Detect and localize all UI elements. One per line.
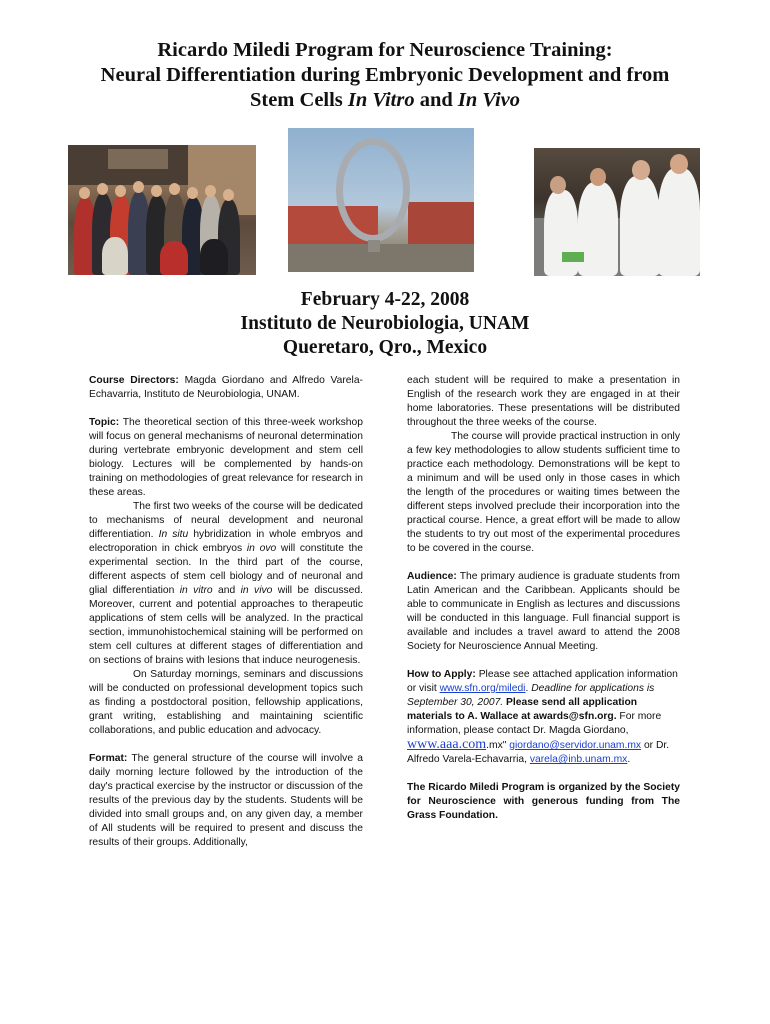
practical-paragraph: The course will provide practical instruction in only a few key methodologies to allow students sufficient time to practice each methodology. Demonstrations will be kept to a minimum and will be used only in those cases in which the length of the procedures or waiting times between the different steps involved preclude their incorporation into the practical course. Hence, a great effort will be made to allow the students to try out most of the experimental procedures to be covered in the course. [407,431,680,554]
format-paragraph: Format: The general structure of the course will involve a daily morning lecture followed by the introduction of the day's practical exercise by the instructor or discussion of the results of the previous day by the students. Students will be divided into small groups and, on any given day, a member of All students will be required to present and discuss the results of their groups. Additionally, [89,753,363,848]
title-line-3: Stem Cells In Vitro and In Vivo [249,89,520,111]
saturday-paragraph: On Saturday mornings, seminars and discussions will be conducted on professional development topics such as finding a postdoctoral position, fellowship applications, grant writing, establishing and maintaining scientific collaborations, and public education and advocacy. [89,669,363,736]
course-directors: Course Directors: Magda Giordano and Alfredo Varela-Echavarria, Instituto de Neurobiologia, UNAM. [89,375,363,400]
left-column [89,374,363,850]
sfn-miledi-link[interactable]: www.sfn.org/miledi [439,683,526,694]
send-materials-text: Please send all application materials to A. Wallace at awards@sfn.org. [407,697,638,722]
event-info [40,288,730,360]
aaa-link[interactable]: www.aaa.com [407,737,487,752]
organized-by-paragraph: The Ricardo Miledi Program is organized by the Society for Neuroscience with generous funding from The Grass Foundation. [407,782,680,821]
topic-paragraph: Topic: The theoretical section of this three-week workshop will focus on general mechanisms of neuronal determination during vertebrate embryonic development and stem cell biology. Lectures will be complemented by hands-on training on methodologies of great relevance for research in these areas. [89,417,363,498]
ring-sculpture-photo [288,128,474,272]
presentation-paragraph: each student will be required to make a presentation in English of the research work they are engaged in at their home laboratories. These presentations will be distributed throughout the three weeks of the course. [407,375,680,428]
audience-paragraph: Audience: The primary audience is graduate students from Latin American and the Caribbean. Applicants should be able to communicate in English as lectures and discussions will be conducted in this language. Full financial support is available and includes a travel award to attend the 2008 Society for Neuroscience Annual Meeting. [407,571,680,652]
title-line-2: Neural Differentiation during Embryonic Development and from [100,64,670,86]
title-line-1: Ricardo Miledi Program for Neuroscience Training: [157,39,613,61]
weeks-paragraph: The first two weeks of the course will be dedicated to mechanisms of neural development and neuronal differentiation. In situ hybridization in whole embryos and electroporation in chick embryos in ovo will constitute the experimental section. In the third part of the course, different aspects of stem cell biology and of neuronal and glial differentiation in vitro and in vivo will be discussed. Moreover, current and potential approaches to therapeutic applications of stem cells will be analyzed. In the practical section, immunohistochemical staining will be performed on stem cell cultures at different stages of differentiation and on sections of brains with lesions that induce neurogenesis. [89,501,363,666]
deadline-text: Deadline for applications is September 30, 2007. [407,683,655,708]
event-institute: Instituto de Neurobiologia, UNAM [240,313,530,334]
apply-paragraph: How to Apply: Please see attached application information or visit www.sfn.org/miledi. Deadline for applications is September 30, 2007. Please send all application materials to A. Wallace at awards@sfn.org. For more information, please contact Dr. Magda Giordano, www.aaa.com.mx" giordano@servidor.unam.mx or Dr. Alfredo Varela-Echavarria, varela@inb.unam.mx. [407,669,678,765]
varela-email-link[interactable]: varela@inb.unam.mx [529,754,628,765]
page-title [40,38,730,113]
group-photo [68,145,256,275]
giordano-email-link[interactable]: giordano@servidor.unam.mx [509,740,642,751]
event-location: Queretaro, Qro., Mexico [282,337,488,358]
lab-students-photo [534,148,700,276]
event-dates: February 4-22, 2008 [300,289,470,310]
right-column [407,374,680,823]
